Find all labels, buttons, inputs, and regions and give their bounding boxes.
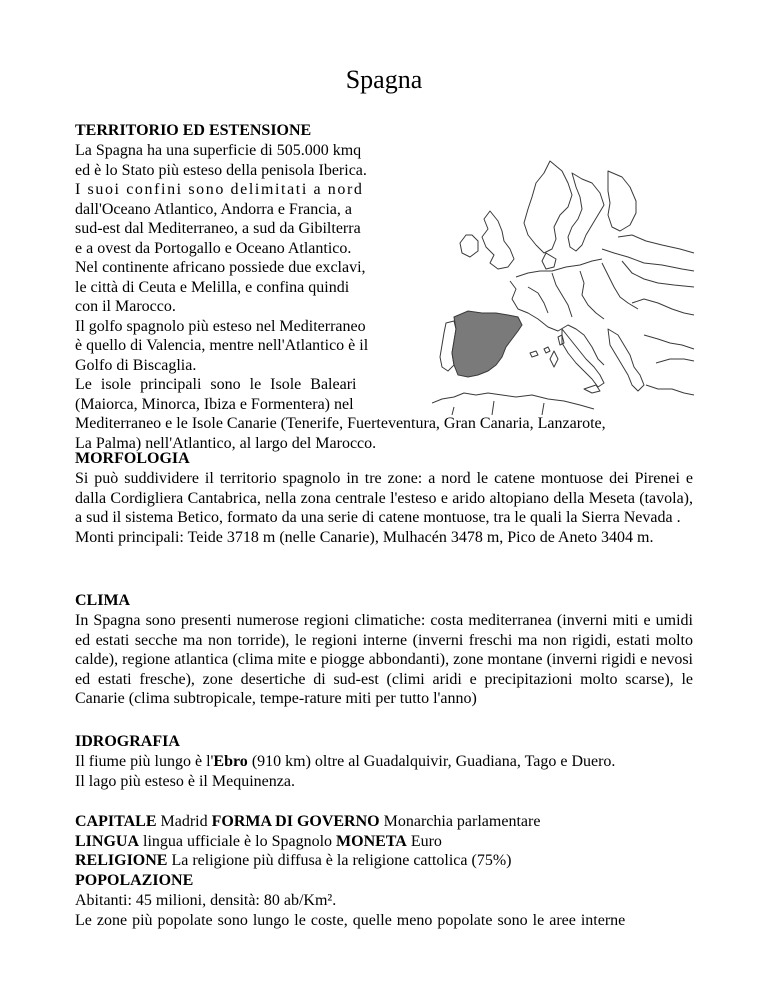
info-line [75,832,693,852]
text-line: La Spagna ha una superficie di 505.000 kmq [75,142,362,159]
river-name: Ebro [213,753,248,770]
section-idrografia [75,731,693,791]
heading-idrografia: IDROGRAFIA [75,733,180,750]
section-popolazione [75,870,693,930]
text-span: (910 km) oltre al Guadalquivir, Guadiana, Tago e Duero. [247,753,616,770]
text-line: Il golfo spagnolo più esteso nel Mediterraneo [75,317,366,335]
capitale-value: Madrid [156,813,212,830]
lingua-label: LINGUA [75,832,140,850]
idrografia-fiume [75,752,693,772]
lingua-value: lingua ufficiale è lo Spagnolo [139,832,337,850]
morfologia-monti: Monti principali: Teide 3718 m (nelle Canarie), Mulhacén 3478 m, Pico de Aneto 3404 m. [75,528,654,546]
clima-text: In Spagna sono presenti numerose regioni climatiche: costa mediterranea (inverni miti e umidi ed estati secche ma non torride), le regioni interne (inverni freschi ma non rigidi, estati molto calde), regione atlantica (clima mite e piogge abbondanti), zone montane (inverni rigidi e nevosi ed estati fresche), zone desertiche di sud-est (climi aridi e precipitazioni molto scarse), le Canarie (clima subtropicale, tempe-rature miti per tutto l'anno) [75,612,693,707]
idrografia-lago: Il lago più esteso è il Mequinenza. [75,772,295,790]
text-line: Mediterraneo e le Isole Canarie (Tenerife, Fuerteventura, Gran Canaria, Lanzarote, [75,415,606,432]
text-line: e a ovest da Portogallo e Oceano Atlantico. [75,239,352,257]
religione-value: La religione più diffusa è la religione cattolica (75%) [167,852,512,869]
popolazione-zone: Le zone più popolate sono lungo le coste, quelle meno popolate sono le aree interne [75,911,626,929]
section-clima [75,590,693,709]
info-line [75,812,693,832]
text-line: ed è lo Stato più esteso della penisola Iberica. [75,161,367,179]
heading-territorio: TERRITORIO ED ESTENSIONE [75,122,312,139]
text-span: Il fiume più lungo è l' [75,753,214,770]
text-line: Golfo di Biscaglia. [75,356,197,374]
europe-map-icon [432,153,696,415]
text-line: è quello di Valencia, mentre nell'Atlantico è il [75,337,369,354]
text-line: La Palma) nell'Atlantico, al largo del Marocco. [75,434,377,452]
text-line: le città di Ceuta e Melilla, e confina quindi [75,278,350,296]
territorio-text [75,141,420,414]
page-title: Spagna [345,65,423,94]
capitale-label: CAPITALE [75,813,157,830]
morfologia-text: Si può suddividere il territorio spagnolo in tre zone: a nord le catene montuose dei Pirenei e dalla Cordigliera Cantabrica, nella zona centrale l'esteso e arido altopiano della Meseta (tavola), a sud il sistema Betico, formato da una serie di catene montuose, tra le quali la Sierra Nevada . [75,470,693,526]
religione-label: RELIGIONE [75,852,168,869]
moneta-value: Euro [406,832,442,850]
heading-clima: CLIMA [75,592,131,609]
popolazione-abitanti: Abitanti: 45 milioni, densità: 80 ab/Km². [75,892,337,909]
text-line: dall'Oceano Atlantico, Andorra e Francia, a [75,200,352,218]
moneta-label: MONETA [336,832,407,850]
heading-morfologia: MORFOLOGIA [75,450,190,467]
text-line: Le isole principali sono le Isole Baleari [75,376,357,393]
text-line: con il Marocco. [75,298,176,315]
section-morfologia [75,448,693,547]
section-info [75,812,693,871]
text-line: Nel continente africano possiede due exclavi, [75,259,366,276]
text-line: (Maiorca, Minorca, Ibiza e Formentera) nel [75,395,354,413]
governo-label: FORMA DI GOVERNO [211,813,380,830]
text-line: sud-est dal Mediterraneo, a sud da Gibilterra [75,220,361,237]
heading-popolazione: POPOLAZIONE [75,872,194,889]
text-line: I suoi confini sono delimitati a nord [75,181,364,198]
info-line [75,851,693,871]
governo-value: Monarchia parlamentare [379,813,541,830]
